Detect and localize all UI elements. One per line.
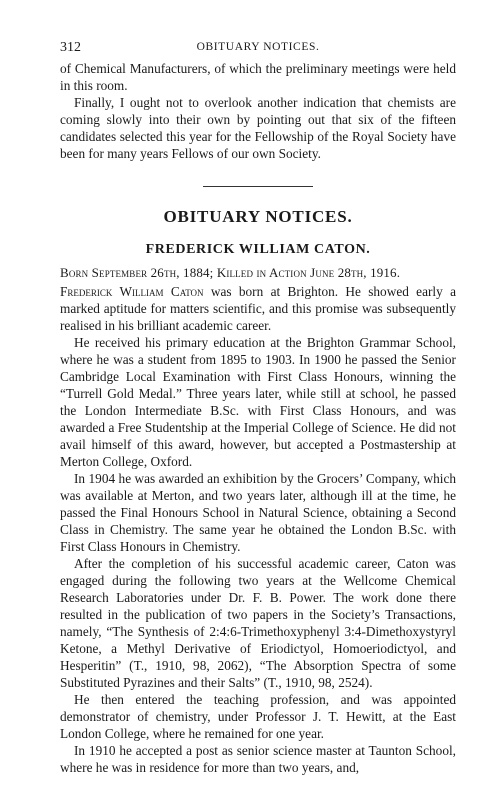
body-paragraph-teaching: He then entered the teaching profession, and was appointed demonstrator of chemistry, under Professor J. T. Hewitt, at the East London College, where he remained for one year.: [60, 692, 456, 741]
intro-paragraph: Finally, I ought not to overlook another indication that chemists are coming slowly into their own by pointing out that six of the fifteen candidates selected this year for the Fellowship of the Royal Society have been for many years Fellows of our own Society.: [60, 95, 456, 161]
body-paragraph-taunton: In 1910 he accepted a post as senior science master at Taunton School, where he was in residence for more than two years, and,: [60, 743, 456, 775]
section-divider: [203, 186, 313, 187]
body-paragraph-wellcome: After the completion of his successful academic career, Caton was engaged during the following two years at the Wellcome Chemical Research Laboratories under Dr. F. B. Power. The work done there resulted in the publication of two papers in the Society’s Transactions, namely, “The Synthesis of 2:4:6-Trimethoxyphenyl 3:4-Dimethoxystyryl Ketone, a Methyl Derivative of Eriodictyol, Homoeriodictyol, and Hesperitin” (T., 1910, 98, 2062), “The Absorption Spectra of some Substituted Pyrazines and their Salts” (T., 1910, 98, 2524).: [60, 556, 456, 690]
page-header: [60, 40, 456, 60]
journal-page: [60, 40, 456, 776]
page-number: 312: [60, 40, 81, 55]
body-paragraph-education: He received his primary education at the Brighton Grammar School, where he was a student from 1895 to 1903. In 1900 he passed the Senior Cambridge Local Examination with First Class Honours, winning the “Turrell Gold Medal.” Three years later, while still at school, he passed the London Intermediate B.Sc. with First Class Honours, and was awarded a Free Studentship at the Imperial College of Science. He did not avail himself of this award, however, but accepted a Postmastership at Merton College, Oxford.: [60, 335, 456, 469]
subject-dates: Born September 26th, 1884; Killed in Action June 28th, 1916.: [60, 265, 401, 280]
section-title: OBITUARY NOTICES.: [163, 207, 353, 226]
running-head: OBITUARY NOTICES.: [196, 41, 320, 53]
subject-name: FREDERICK WILLIAM CATON.: [145, 242, 371, 257]
body-paragraph-merton: In 1904 he was awarded an exhibition by the Grocers’ Company, which was available at Merton, and two years later, although ill at the time, he passed the Final Honours School in Natural Science, obtaining a Second Class in Chemistry. The same year he obtained the London B.Sc. with First Class Honours in Chemistry.: [60, 471, 456, 554]
intro-paragraph-continued: of Chemical Manufacturers, of which the preliminary meetings were held in this room.: [60, 61, 456, 93]
opening-paragraph: [60, 283, 456, 334]
subject-name-inline: Frederick William Caton: [60, 284, 204, 299]
opening-paragraph-text: was born at Brighton. He showed early a marked aptitude for matters scientific, and this promise was subsequently realised in his brilliant academic career.: [60, 284, 456, 333]
